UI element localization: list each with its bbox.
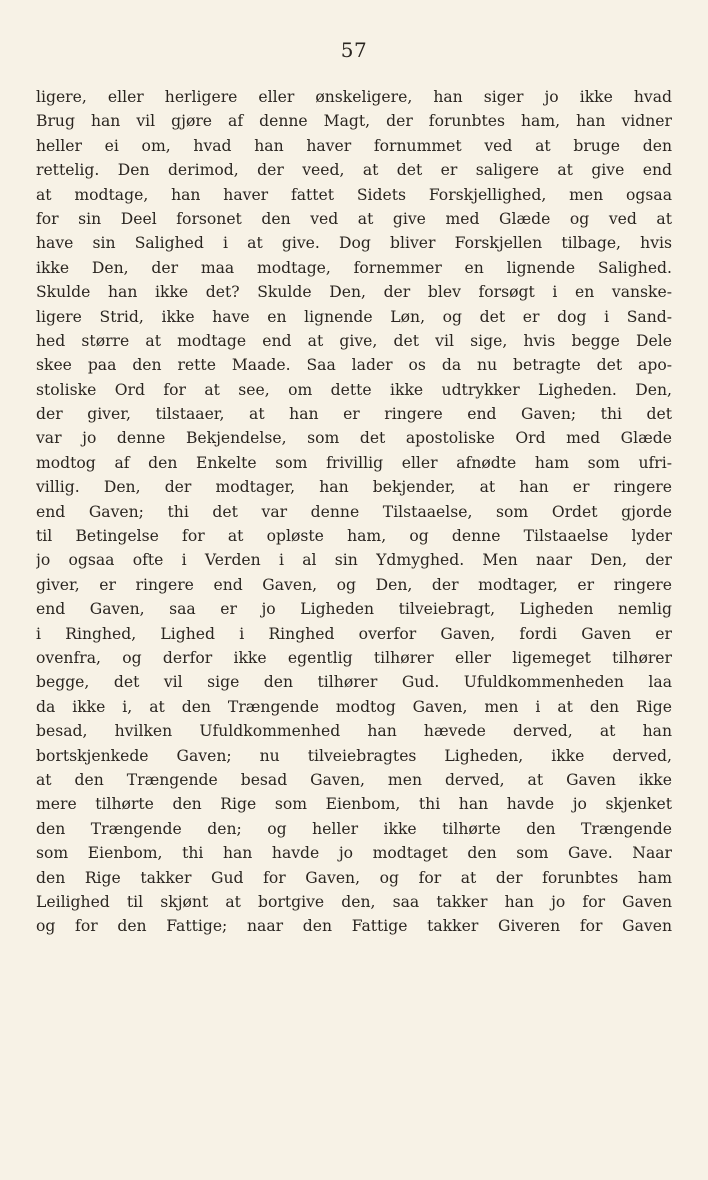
text-line: hed større at modtage end at give, det vil sige, hvis begge Dele bbox=[36, 331, 672, 350]
text-line: end Gaven; thi det var denne Tilstaaelse, som Ordet gjorde bbox=[36, 502, 672, 521]
text-line: til Betingelse for at opløste ham, og denne Tilstaaelse lyder bbox=[36, 527, 672, 546]
text-line: end Gaven, saa er jo Ligheden tilveiebragt, Ligheden nemlig bbox=[36, 600, 672, 619]
text-line: som Eienbom, thi han havde jo modtaget den som Gave. Naar bbox=[36, 844, 672, 863]
text-line: Brug han vil gjøre af denne Magt, der forunbtes ham, han vidner bbox=[36, 112, 672, 131]
text-line: og for den Fattige; naar den Fattige takker Giveren for Gaven bbox=[36, 917, 672, 936]
text-line: ovenfra, og derfor ikke egentlig tilhører eller ligemeget tilhører bbox=[36, 648, 672, 667]
text-line: heller ei om, hvad han haver fornummet ved at bruge den bbox=[36, 136, 672, 155]
body-text bbox=[36, 85, 672, 939]
text-line: ligere Strid, ikke have en lignende Løn, og det er dog i Sand- bbox=[36, 307, 672, 326]
text-line: den Trængende den; og heller ikke tilhørte den Trængende bbox=[36, 819, 672, 838]
text-line: stoliske Ord for at see, om dette ikke udtrykker Ligheden. Den, bbox=[36, 380, 672, 399]
text-line: begge, det vil sige den tilhører Gud. Ufuldkommenheden laa bbox=[36, 673, 672, 692]
text-line: skee paa den rette Maade. Saa lader os da nu betragte det apo- bbox=[36, 356, 672, 375]
text-line: Leilighed til skjønt at bortgive den, saa takker han jo for Gaven bbox=[36, 892, 672, 911]
text-line: Skulde han ikke det? Skulde Den, der blev forsøgt i en vanske- bbox=[36, 283, 672, 302]
text-line: at modtage, han haver fattet Sidets Forskjellighed, men ogsaa bbox=[36, 185, 672, 204]
text-line: ikke Den, der maa modtage, fornemmer en lignende Salighed. bbox=[36, 258, 672, 277]
text-line: i Ringhed, Lighed i Ringhed overfor Gaven, fordi Gaven er bbox=[36, 624, 672, 643]
text-line: jo ogsaa ofte i Verden i al sin Ydmyghed. Men naar Den, der bbox=[36, 551, 672, 570]
page-number: 57 bbox=[340, 38, 368, 62]
text-line: der giver, tilstaaer, at han er ringere end Gaven; thi det bbox=[36, 405, 672, 424]
text-line: da ikke i, at den Trængende modtog Gaven, men i at den Rige bbox=[36, 697, 672, 716]
text-line: at den Trængende besad Gaven, men derved, at Gaven ikke bbox=[36, 770, 672, 789]
text-line: var jo denne Bekjendelse, som det apostoliske Ord med Glæde bbox=[36, 429, 672, 448]
text-line: giver, er ringere end Gaven, og Den, der modtager, er ringere bbox=[36, 575, 672, 594]
text-line: rettelig. Den derimod, der veed, at det er saligere at give end bbox=[36, 161, 672, 180]
text-line: for sin Deel forsonet den ved at give med Glæde og ved at bbox=[36, 209, 672, 228]
text-line: mere tilhørte den Rige som Eienbom, thi han havde jo skjenket bbox=[36, 795, 672, 814]
text-line: modtog af den Enkelte som frivillig eller afnødte ham som ufri- bbox=[36, 453, 672, 472]
text-line: villig. Den, der modtager, han bekjender, at han er ringere bbox=[36, 478, 672, 497]
text-line: den Rige takker Gud for Gaven, og for at der forunbtes ham bbox=[36, 868, 672, 887]
text-line: have sin Salighed i at give. Dog bliver Forskjellen tilbage, hvis bbox=[36, 234, 672, 253]
text-line: bortskjenkede Gaven; nu tilveiebragtes Ligheden, ikke derved, bbox=[36, 746, 672, 765]
text-line: ligere, eller herligere eller ønskeligere, han siger jo ikke hvad bbox=[36, 88, 672, 106]
text-line: besad, hvilken Ufuldkommenhed han hævede derved, at han bbox=[36, 722, 672, 741]
